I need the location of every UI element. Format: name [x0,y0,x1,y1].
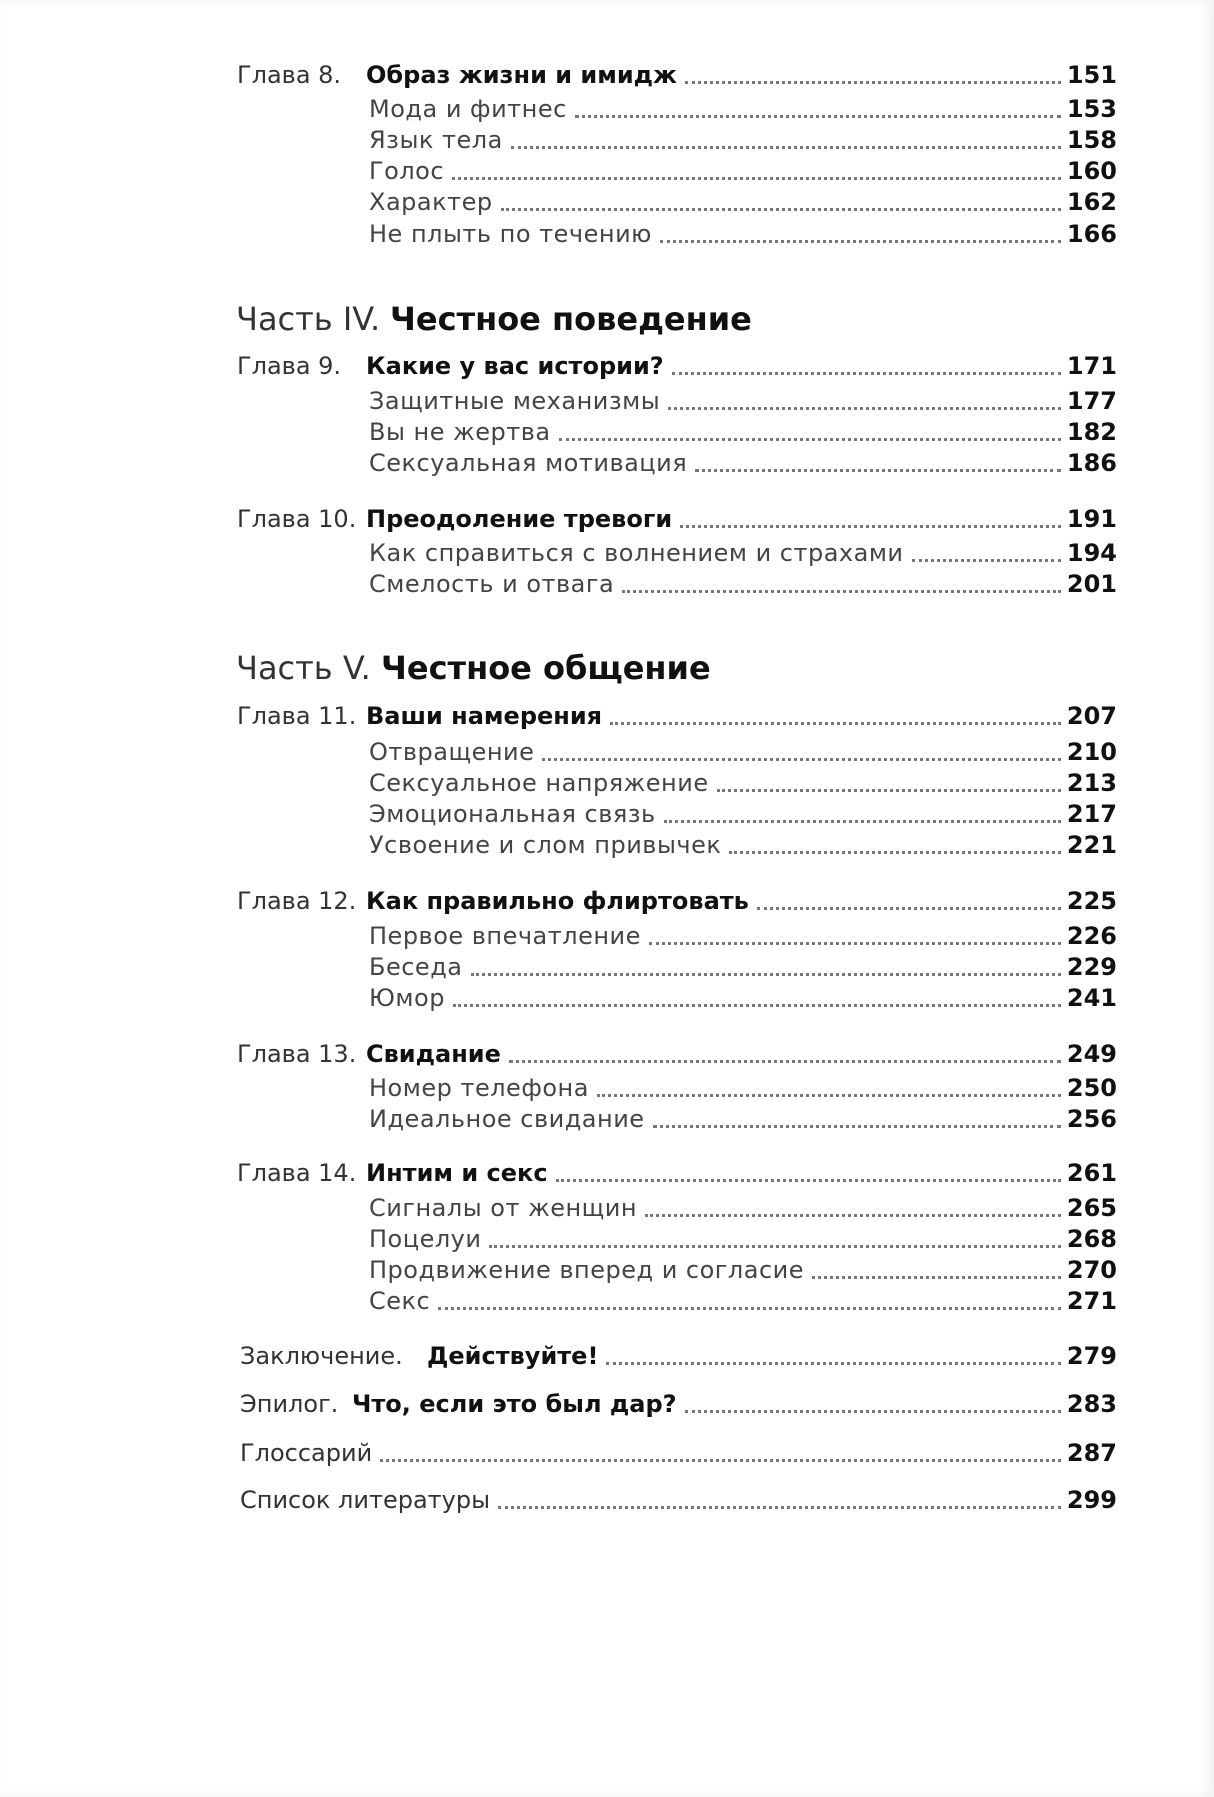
dot-leader [453,1004,1061,1007]
page-number: 256 [1066,1105,1117,1133]
toc-sub-row [0,185,1214,219]
page-number: 241 [1066,984,1117,1012]
page-number: 210 [1066,738,1117,766]
dot-leader [438,1307,1061,1310]
page-number: 249 [1066,1040,1117,1068]
toc-end-row [0,1339,1214,1373]
dot-leader [556,1179,1061,1182]
dot-leader [606,1362,1061,1365]
page-number: 186 [1066,449,1117,477]
toc-sub-row [0,92,1214,126]
page-number: 226 [1066,922,1117,950]
sub-title: Сигналы от женщин [369,1194,638,1222]
chapter-title: Ваши намерения [366,702,603,730]
page-number: 271 [1066,1287,1117,1315]
toc-part-row [0,639,1214,687]
toc-sub-row [0,950,1214,984]
page-number: 270 [1066,1256,1117,1284]
page-number: 221 [1066,831,1117,859]
dot-leader [685,1410,1061,1413]
end-label: Эпилог. [240,1390,339,1418]
end-label: Список литературы [240,1486,491,1514]
toc-sub-row [0,828,1214,862]
chapter-title: Какие у вас истории? [366,352,664,380]
toc-chapter-row [0,699,1214,733]
sub-title: Продвижение вперед и согласие [369,1256,805,1284]
dot-leader [672,372,1061,375]
sub-title: Мода и фитнес [369,95,567,123]
sub-title: Сексуальное напряжение [369,769,709,797]
toc-sub-row [0,415,1214,449]
chapter-label: Глава 14. [237,1159,357,1187]
sub-title: Идеальное свидание [369,1105,645,1133]
toc-sub-row [0,384,1214,418]
page-number: 265 [1066,1194,1117,1222]
sub-title: Защитные механизмы [369,387,661,415]
dot-leader [717,789,1061,792]
dot-leader [680,525,1061,528]
chapter-title: Как правильно флиртовать [366,887,749,915]
dot-leader [695,469,1061,472]
sub-title: Характер [369,188,493,216]
page-number: 162 [1066,188,1117,216]
dot-leader [471,973,1061,976]
dot-leader [575,115,1061,118]
sub-title: Не плыть по течению [369,220,652,248]
sub-title: Смелость и отвага [369,570,615,598]
dot-leader [685,81,1061,84]
page-number: 182 [1066,418,1117,446]
toc-sub-row [0,766,1214,800]
dot-leader [757,907,1061,910]
dot-leader [668,407,1061,410]
dot-leader [664,820,1061,823]
toc-sub-row [0,1222,1214,1256]
sub-title: Беседа [369,953,463,981]
toc-sub-row [0,797,1214,831]
end-label: Глоссарий [240,1439,373,1467]
page-number: 171 [1066,352,1117,380]
toc-chapter-row [0,502,1214,536]
sub-title: Номер телефона [369,1074,589,1102]
dot-leader [812,1276,1061,1279]
end-label: Заключение. [240,1342,403,1370]
sub-title: Поцелуи [369,1225,482,1253]
dot-leader [559,438,1061,441]
page-number: 229 [1066,953,1117,981]
page-number: 299 [1066,1486,1117,1514]
sub-title: Усвоение и слом привычек [369,831,722,859]
part-label: Часть V. [236,649,371,687]
sub-title: Отвращение [369,738,535,766]
sub-title: Как справиться с волнением и страхами [369,539,904,567]
toc-chapter-row [0,1037,1214,1071]
toc-part-row [0,290,1214,338]
toc-chapter-row [0,58,1214,92]
dot-leader [380,1459,1061,1462]
toc-chapter-row [0,884,1214,918]
toc-sub-row [0,1071,1214,1105]
toc-sub-row [0,536,1214,570]
page-number: 151 [1066,61,1117,89]
part-label: Часть IV. [236,300,381,338]
toc-sub-row [0,1284,1214,1318]
page-number: 207 [1066,702,1117,730]
sub-title: Вы не жертва [369,418,551,446]
toc-end-row [0,1483,1214,1517]
dot-leader [660,240,1061,243]
toc-sub-row [0,735,1214,769]
toc-sub-row [0,217,1214,251]
toc-end-row [0,1387,1214,1421]
page-number: 225 [1066,887,1117,915]
dot-leader [622,590,1061,593]
dot-leader [610,722,1061,725]
dot-leader [649,942,1061,945]
chapter-label: Глава 13. [237,1040,357,1068]
sub-title: Юмор [369,984,445,1012]
page-number: 177 [1066,387,1117,415]
page-number: 261 [1066,1159,1117,1187]
page-number: 268 [1066,1225,1117,1253]
toc-chapter-row [0,1156,1214,1190]
page-number: 279 [1066,1342,1117,1370]
dot-leader [597,1094,1061,1097]
toc-sub-row [0,1191,1214,1225]
dot-leader [498,1506,1061,1509]
toc-sub-row [0,567,1214,601]
dot-leader [489,1245,1061,1248]
sub-title: Язык тела [369,126,503,154]
dot-leader [542,758,1061,761]
dot-leader [452,177,1061,180]
page-number: 213 [1066,769,1117,797]
page-number: 160 [1066,157,1117,185]
chapter-label: Глава 10. [237,505,357,533]
toc-sub-row [0,1102,1214,1136]
part-title: Честное общение [381,649,711,687]
chapter-title: Преодоление тревоги [366,505,673,533]
page-number: 217 [1066,800,1117,828]
dot-leader [509,1060,1061,1063]
page-number: 191 [1066,505,1117,533]
toc-sub-row [0,154,1214,188]
toc-sub-row [0,446,1214,480]
end-title: Что, если это был дар? [352,1390,677,1418]
toc-end-row [0,1436,1214,1470]
toc-sub-row [0,919,1214,953]
chapter-title: Образ жизни и имидж [366,61,677,89]
chapter-label: Глава 12. [237,887,357,915]
end-title: Действуйте! [427,1342,599,1370]
toc-chapter-row [0,349,1214,383]
toc-sub-row [0,1253,1214,1287]
page-number: 153 [1066,95,1117,123]
sub-title: Голос [369,157,445,185]
sub-title: Секс [369,1287,431,1315]
page-number: 283 [1066,1390,1117,1418]
toc-sub-row [0,123,1214,157]
dot-leader [729,851,1061,854]
part-title: Честное поведение [390,300,752,338]
chapter-label: Глава 8. [237,61,342,89]
sub-title: Эмоциональная связь [369,800,656,828]
chapter-label: Глава 11. [237,702,357,730]
dot-leader [511,146,1061,149]
page-number: 201 [1066,570,1117,598]
sub-title: Сексуальная мотивация [369,449,688,477]
dot-leader [501,208,1061,211]
chapter-label: Глава 9. [237,352,342,380]
sub-title: Первое впечатление [369,922,641,950]
page-number: 194 [1066,539,1117,567]
toc-sub-row [0,981,1214,1015]
dot-leader [912,559,1061,562]
page-number: 250 [1066,1074,1117,1102]
page-number: 158 [1066,126,1117,154]
dot-leader [653,1125,1061,1128]
dot-leader [645,1214,1061,1217]
chapter-title: Свидание [366,1040,501,1068]
page-number: 287 [1066,1439,1117,1467]
page-number: 166 [1066,220,1117,248]
chapter-title: Интим и секс [366,1159,548,1187]
